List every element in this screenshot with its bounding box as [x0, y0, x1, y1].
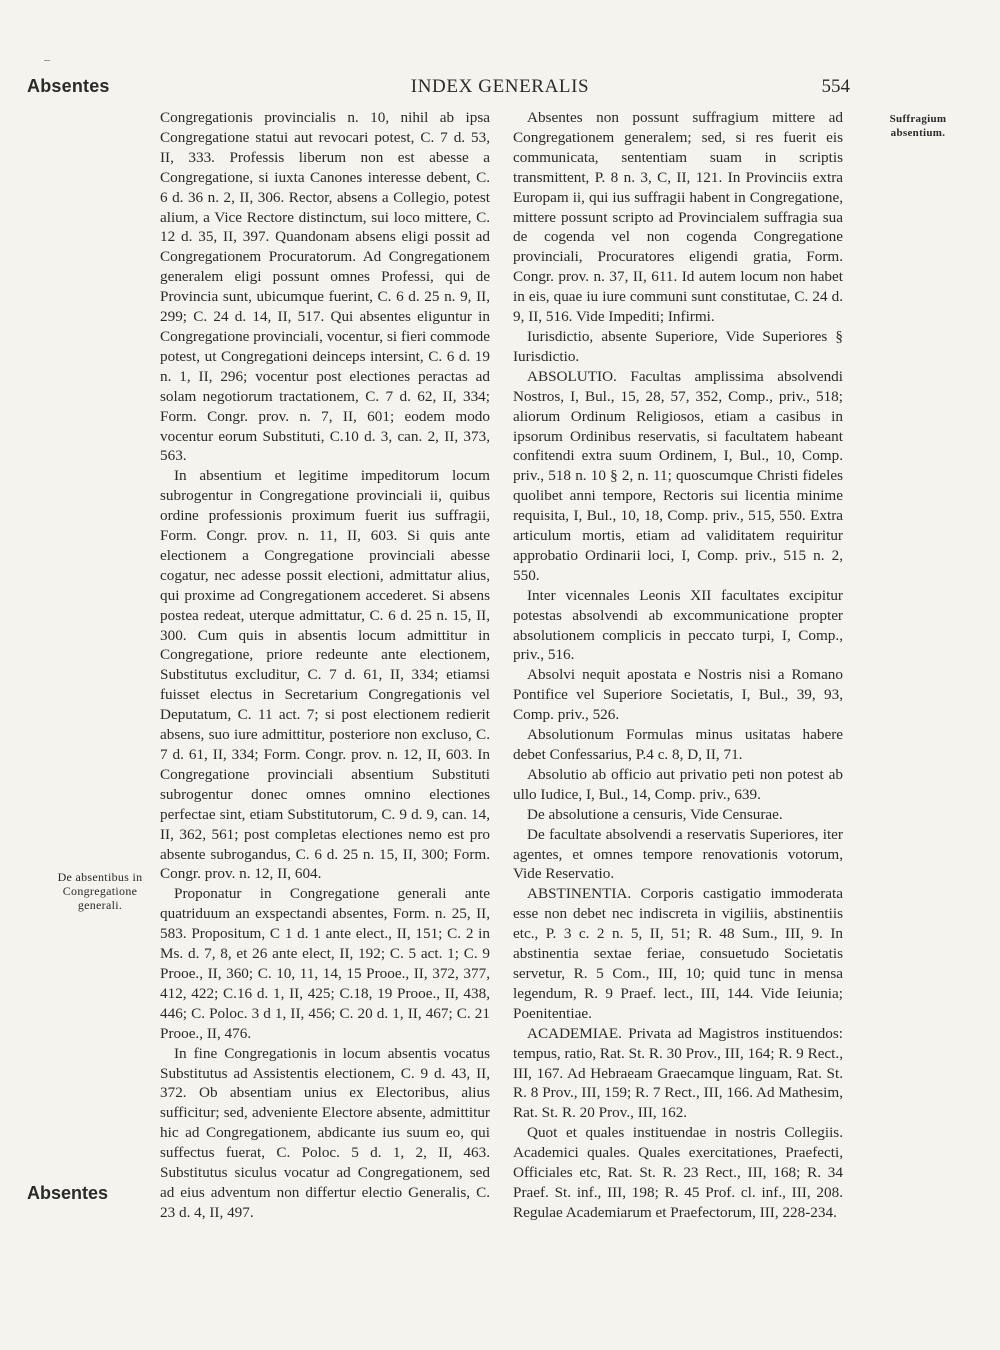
header-title: INDEX GENERALIS [410, 76, 590, 97]
margin-mark [44, 60, 50, 61]
running-head [0, 76, 1000, 102]
paragraph: Absolutionum Formulas minus usitatas habere debet Confessarius, P.4 c. 8, D, II, 71. [513, 726, 843, 763]
paragraph: Absolvi nequit apostata e Nostris nisi a Romano Pontifice vel Superiore Societatis, I, Bul., 39, 93, Comp. priv., 526. [513, 666, 843, 724]
paragraph: Absentes non possunt suffragium mittere ad Congregationem generalem; sed, si res fuerit eis communicata, sententiam suam in scriptis transmittent, P. 8 n. 3, C, II, 121. In Provinciis extra Europam ii, qui ius suffragii habent in Congregatione, mittere possunt scripto ad Provincialem suffragia sua de cogenda vel non cogenda Congregatione provinciali, Procuratores eligendi gratia, Form. Congr. prov. n. 37, II, 611. Id autem locum non habet in eis, quae iu iure communi sunt constitutae, C. 24 d. 9, II, 516. Vide Impediti; Infirmi. [513, 109, 843, 326]
paragraph: Iurisdictio, absente Superiore, Vide Superiores § Iurisdictio. [513, 327, 843, 365]
page-number: 554 [821, 76, 850, 97]
left-column [160, 108, 490, 1223]
catchword: Absentes [27, 1183, 109, 1203]
margin-note-left: De absentibus in Congregatione generali. [57, 870, 143, 912]
paragraph: De facultate absolvendi a reservatis Superiores, iter agentes, et omnes tempore renovationis votorum, Vide Reservatio. [513, 825, 843, 883]
paragraph: Absolutio ab officio aut privatio peti non potest ab ullo Iudice, I, Bul., 14, Comp. priv., 639. [513, 765, 843, 803]
margin-note-right: Suffragium absentium. [889, 113, 947, 139]
paragraph: In fine Congregationis in locum absentis vocatus Substitutus ad Assistentis electionem, C. 9 d. 43, II, 372. Ob absentiam unius ex Electoribus, alius sufficitur; sed, adveniente Electore absente, admittitur hic ad Congregationem, abdicante ius suum eo, qui suffectus fuerat, C. Poloc. 5 d. 1, 2, II, 463. Substitutus siculus vocatur ad Congregationem, sed ad eius adventum non differtur electio Generalis, C. 23 d. 4, II, 497. [160, 1044, 490, 1221]
header-keyword: Absentes [27, 76, 110, 96]
paragraph: De absolutione a censuris, Vide Censurae. [527, 805, 783, 823]
paragraph: Congregationis provincialis n. 10, nihil ab ipsa Congregatione statui aut revocari potest, C. 7 d. 53, II, 333. Professis liberum non est abesse a Congregatione, si iuxta Canones interesse debent, C. 6 d. 36 n. 2, II, 306. Rector, absens a Collegio, potest alium, a Vice Rectore distinctum, sui loco mittere, C. 12 d. 35, II, 397. Quandonam absens eligi possit ad Congregationem Procuratorum. Ad Congregationem generalem eligi possunt omnes Professi, qui de Provincia sunt, ubicumque fuerint, C. 6 d. 25 n. 9, II, 299; C. 24 d. 14, II, 517. Qui absentes eliguntur in Congregatione provinciali, vocentur, si fieri commode potest, ut Congregationi deinceps intersint, C. 6 d. 19 n. 1, II, 296; vocentur post electiones peractas ad solam negotiorum tractationem, C. 7 d. 62, II, 334; Form. Congr. prov. n. 7, II, 601; eodem modo vocentur eorum Substituti, C.10 d. 3, can. 2, II, 373, 563. [160, 109, 490, 465]
entry-abstinentia: ABSTINENTIA. Corporis castigatio immoderata esse non debet nec indiscreta in vigiliis, abstinentiis etc., P. 3 c. 2 n. 5, II, 51; R. 48 Sum., III, 9. In abstinentia sextae feriae, consuetudo Societatis servetur, R. 5 Com., III, 10; quid tunc in mensa legendum, R. 9 Praef. lect., III, 144. Vide Ieiunia; Poenitentiae. [513, 885, 843, 1022]
entry-academiae: ACADEMIAE. Privata ad Magistros instituendos: tempus, ratio, Rat. St. R. 30 Prov., III, 164; R. 9 Rect., III, 167. Ad Hebraeam Graecamque linguam, Rat. St. R. 8 Prov., III, 159; R. 7 Rect., III, 166. Ad Mathesim, Rat. St. R. 20 Prov., III, 162. [513, 1024, 843, 1122]
entry-absolutio: ABSOLUTIO. Facultas amplissima absolvendi Nostros, I, Bul., 15, 28, 57, 352, Comp., priv., 518; aliorum Ordinum Religiosos, etiam a casibus in ipsorum Ordinibus reservatis, si facultatem habeant confitendi extra suum Ordinem, I, Bul., 10, Comp. priv., 518 n. 10 § 2, n. 11; quoscumque Christi fideles quolibet anni tempore, Rectoris sui licentia minime requisita, I, Bul., 10, 18, Comp. priv., 515, 550. Extra articulum mortis, etiam ad validitatem requiritur approbatio Ordinarii loci, I, Comp. priv., 515 n. 2, 550. [513, 367, 843, 584]
right-column [513, 108, 843, 1223]
paragraph: Proponatur in Congregatione generali ante quatriduum an exspectandi absentes, Form. n. 25, II, 583. Propositum, C 1 d. 1 ante elect., II, 151; C. 2 in Ms. d. 7, 8, et 26 ante elect, II, 192; C. 5 act. 1; C. 9 Prooe., II, 360; C. 10, 11, 14, 15 Prooe., II, 372, 377, 412, 422; C.16 d. 1, II, 425; C.18, 19 Prooe., II, 438, 446; C. Poloc. 3 d 1, II, 456; C. 20 d. 1, II, 467; C. 21 Prooe., II, 476. [160, 885, 490, 1042]
paragraph: Inter vicennales Leonis XII facultates excipitur potestas absolvendi ab excommunicatione propter absolutionem complicis in peccato turpi, I, Comp., priv., 516. [513, 586, 843, 664]
paragraph: Quot et quales instituendae in nostris Collegiis. Academici quales. Quales exercitationes, Praefecti, Officiales etc, Rat. St. R. 23 Rect., III, 168; R. 34 Praef. St. inf., III, 198; R. 45 Prof. cl. inf., III, 208. Regulae Academiarum et Praefectorum, III, 228-234. [513, 1124, 843, 1221]
paragraph: In absentium et legitime impeditorum locum subrogentur in Congregatione provinciali ii, quibus ordine professionis proximum fuerit ius suffragii, Form. Congr. prov. n. 11, II, 603. Si quis ante electionem a Congregatione provinciali abesse cogatur, nec adesse possit electioni, admittatur alius, qui proxime ad Congregationem accederet. Si absens postea redeat, uterque admittatur, C. 6 d. 25 n. 15, II, 300. Cum quis in absentis locum admittitur in Congregatione, priore redeunte ante electionem, Substitutus excluditur, C. 7 d. 61, II, 334; etiamsi fuisset electus in Secretarium Congregationis vel Deputatum, C. 11 act. 7; si post electionem redierit absens, suo iure admittitur, posteriore non excluso, C. 7 d. 61, II, 334; Form. Congr. prov. n. 12, II, 603. In Congregatione provinciali absentium Substituti subrogentur donec omnes omnino electiones perfectae sint, etiam Substitutorum, C. 9 d. 9, can. 14, II, 362, 561; post completas electiones nemo est pro absente subrogandus, C. 6 d. 25 n. 15, II, 300; Form. Congr. prov. n. 12, II, 604. [160, 467, 490, 883]
